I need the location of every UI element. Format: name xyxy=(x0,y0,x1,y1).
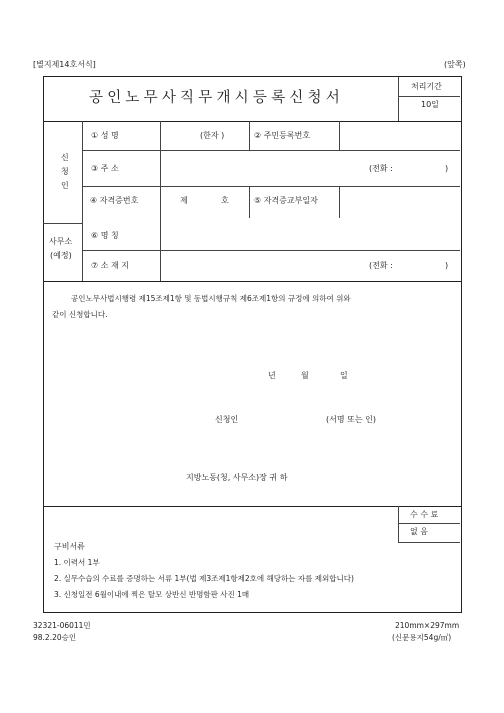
row3-right-divider xyxy=(339,186,340,218)
address-field[interactable] xyxy=(162,152,362,184)
license-no-label: ④ 자격증번호 xyxy=(90,196,139,205)
office-location-label: ⑦ 소 재 지 xyxy=(91,261,129,270)
date-year: 년 xyxy=(268,371,276,380)
form-title: 공인노무사직무개시등록신청서 xyxy=(89,90,344,106)
document-item-3: 3. 신청일전 6월이내에 찍은 탈모 상반신 반명함판 사진 1매 xyxy=(54,590,250,599)
fee-box-midline xyxy=(398,523,460,524)
fee-box-divider xyxy=(398,506,399,542)
document-item-1: 1. 이력서 1부 xyxy=(54,558,100,567)
phone-label-2: (전화 : xyxy=(369,261,393,270)
footer-size: 210mm×297mm xyxy=(395,621,460,630)
row-line-2 xyxy=(82,186,460,187)
document-item-2: 2. 실무수습의 수료를 증명하는 서류 1부(법 제3조제1항제2호에 해당하는 자를 제외합니다) xyxy=(54,574,354,583)
processing-box-divider xyxy=(398,77,399,121)
license-date-field[interactable] xyxy=(341,188,458,216)
fee-box-bottom xyxy=(398,542,460,543)
fee-label: 수 수 료 xyxy=(410,510,439,519)
license-no-prefix: 제 xyxy=(180,196,188,205)
office-label-line2: (예정) xyxy=(50,251,72,260)
date-day: 일 xyxy=(340,371,348,380)
office-name-field[interactable] xyxy=(162,220,458,248)
applicant-label-char-3: 인 xyxy=(61,181,69,190)
license-date-label: ⑤ 자격증교부일자 xyxy=(254,196,318,205)
fee-value: 없 음 xyxy=(410,527,428,536)
table-bottom-line xyxy=(43,281,461,282)
documents-heading: 구비서류 xyxy=(54,542,85,551)
label-column-divider xyxy=(160,121,161,281)
statement-line-2: 같이 신청합니다. xyxy=(52,310,108,319)
processing-period-label: 처리기간 xyxy=(411,82,442,91)
phone-close-1: ) xyxy=(445,164,449,173)
resident-no-label: ② 주민등록번호 xyxy=(254,131,311,140)
footer-code: 32321-06011민 xyxy=(33,621,91,630)
row-line-1 xyxy=(82,150,460,151)
statement-line-1: 공인노무사법시행령 제15조제1항 및 동법시행규칙 제6조제1항의 규정에 의하여 위와 xyxy=(71,294,351,303)
processing-box-midline xyxy=(398,96,460,97)
license-no-suffix: 호 xyxy=(221,196,229,205)
office-label-line1: 사무소 xyxy=(49,237,73,246)
applicant-label-char-1: 신 xyxy=(61,153,69,162)
section-column-divider xyxy=(82,121,83,281)
applicant-sign-label: 신청인 xyxy=(215,415,239,424)
processing-period-value: 10일 xyxy=(421,100,439,109)
section-split-line xyxy=(43,223,83,224)
applicant-name-label: ① 성 명 xyxy=(91,131,119,140)
row1-middle-divider xyxy=(249,121,250,150)
office-name-label: ⑥ 명 칭 xyxy=(91,231,119,240)
signature-note: (서명 또는 인) xyxy=(326,415,376,424)
hanja-label: (한자 ) xyxy=(200,131,225,140)
resident-no-field[interactable] xyxy=(341,123,458,148)
date-month: 월 xyxy=(301,371,309,380)
addressee: 지방노동(청, 사무소)장 귀 하 xyxy=(186,473,288,482)
row3-middle-divider xyxy=(249,186,250,218)
page-side: (앞쪽) xyxy=(444,60,466,69)
address-label: ③ 주 소 xyxy=(91,164,119,173)
phone-label-1: (전화 : xyxy=(369,164,393,173)
form-number: [별지제14호서식] xyxy=(33,60,96,69)
applicant-label-char-2: 청 xyxy=(61,167,69,176)
phone-close-2: ) xyxy=(445,261,449,270)
title-row-border xyxy=(43,121,461,122)
row-line-3 xyxy=(82,250,460,251)
footer-approval: 98.2.20승인 xyxy=(33,633,77,642)
office-location-field[interactable] xyxy=(162,252,362,279)
row1-right-divider xyxy=(339,121,340,150)
footer-paper: (신문용지54g/㎡) xyxy=(392,633,452,642)
